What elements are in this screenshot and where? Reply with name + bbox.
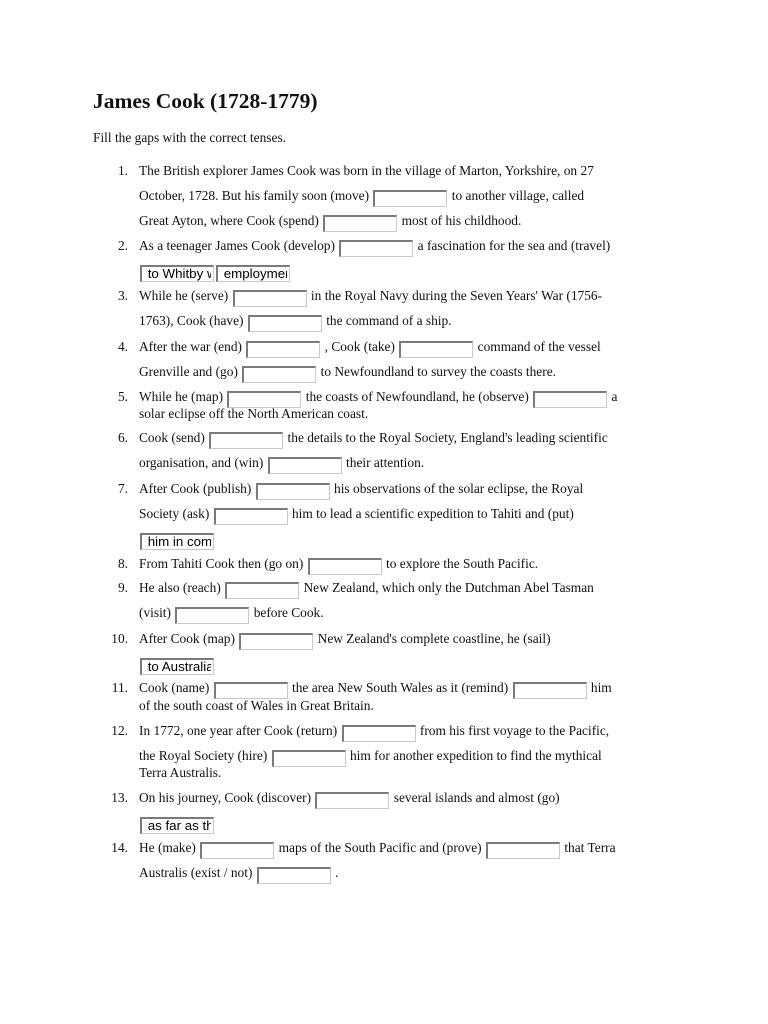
item-text: Society (ask): [139, 506, 213, 521]
item-line: [139, 504, 574, 525]
answer-gap-input[interactable]: [257, 867, 331, 884]
item-text: command of the vessel: [474, 339, 601, 354]
item-line: [139, 788, 560, 809]
item-line: [139, 629, 551, 650]
item-line: [139, 161, 594, 181]
answer-gap-input[interactable]: [308, 558, 382, 575]
item-text: several islands and almost (go): [390, 790, 560, 805]
item-line: [139, 186, 584, 207]
item-line: [139, 654, 215, 675]
item-line: [139, 578, 594, 599]
item-number: 1.: [117, 163, 128, 178]
answer-gap-input[interactable]: [399, 341, 473, 358]
item-number: 5.: [117, 389, 128, 404]
item-line: [139, 337, 601, 358]
answer-gap-input[interactable]: [315, 792, 389, 809]
item-line: [139, 404, 368, 424]
item-line: [139, 428, 608, 449]
answer-gap-input[interactable]: [216, 265, 290, 282]
answer-gap-input[interactable]: [239, 633, 313, 650]
item-number: 14.: [111, 840, 128, 855]
item-text: (visit): [139, 605, 175, 620]
item-text: Great Ayton, where Cook (spend): [139, 213, 323, 228]
page-title: James Cook (1728-1779): [93, 89, 318, 113]
item-line: [139, 813, 215, 834]
item-text: of the south coast of Wales in Great Britain.: [139, 698, 374, 713]
item-line: [139, 211, 521, 232]
item-text: He (make): [139, 840, 200, 855]
item-number: 7.: [117, 481, 128, 496]
answer-gap-input[interactable]: [256, 483, 330, 500]
item-text: from his first voyage to the Pacific,: [416, 723, 610, 738]
answer-gap-input[interactable]: [513, 682, 587, 699]
item-text: .: [331, 865, 339, 880]
item-text: him for another expedition to find the mythical: [346, 748, 602, 763]
item-text: Terra Australis.: [139, 765, 222, 780]
answer-gap-input[interactable]: [323, 215, 397, 232]
answer-gap-input[interactable]: [533, 391, 607, 408]
item-text: New Zealand's complete coastline, he (sail): [314, 631, 551, 646]
answer-gap-input[interactable]: [140, 817, 214, 834]
answer-gap-input[interactable]: [248, 315, 322, 332]
item-line: [139, 453, 424, 474]
item-text: He also (reach): [139, 580, 225, 595]
item-line: [139, 603, 324, 624]
item-text: Grenville and (go): [139, 364, 242, 379]
item-text: After Cook (publish): [139, 481, 255, 496]
item-text: The British explorer James Cook was born in the village of Marton, Yorkshire, on 27: [139, 163, 594, 178]
answer-gap-input[interactable]: [342, 725, 416, 742]
item-line: [139, 529, 215, 550]
item-line: [139, 311, 452, 332]
item-text: While he (serve): [139, 288, 232, 303]
answer-gap-input[interactable]: [486, 842, 560, 859]
answer-gap-input[interactable]: [175, 607, 249, 624]
item-text: in the Royal Navy during the Seven Years' War (1756-: [307, 288, 603, 303]
item-text: him: [587, 680, 612, 695]
answer-gap-input[interactable]: [242, 366, 316, 383]
item-text: maps of the South Pacific and (prove): [275, 840, 485, 855]
answer-gap-input[interactable]: [373, 190, 447, 207]
answer-gap-input[interactable]: [200, 842, 274, 859]
item-text: , Cook (take): [321, 339, 399, 354]
item-text: While he (map): [139, 389, 227, 404]
item-text: Cook (send): [139, 430, 209, 445]
answer-gap-input[interactable]: [246, 341, 320, 358]
answer-gap-input[interactable]: [339, 240, 413, 257]
answer-gap-input[interactable]: [140, 265, 214, 282]
item-text: organisation, and (win): [139, 455, 267, 470]
item-text: the command of a ship.: [322, 313, 452, 328]
item-text: to explore the South Pacific.: [382, 556, 539, 571]
item-text: After Cook (map): [139, 631, 239, 646]
item-number: 3.: [117, 288, 128, 303]
item-line: [139, 863, 339, 884]
item-text: to Newfoundland to survey the coasts there.: [317, 364, 557, 379]
item-number: 4.: [117, 339, 128, 354]
item-text: New Zealand, which only the Dutchman Abel Tasman: [300, 580, 594, 595]
item-text: Australis (exist / not): [139, 865, 256, 880]
item-text: solar eclipse off the North American coast.: [139, 406, 369, 421]
item-text: a fascination for the sea and (travel): [414, 238, 611, 253]
item-line: [139, 554, 538, 575]
item-line: [139, 479, 583, 500]
item-number: 11.: [111, 680, 128, 695]
item-text: their attention.: [342, 455, 425, 470]
item-text: the Royal Society (hire): [139, 748, 271, 763]
item-text: From Tahiti Cook then (go on): [139, 556, 307, 571]
item-line: [139, 286, 602, 307]
item-text: the coasts of Newfoundland, he (observe): [302, 389, 533, 404]
answer-gap-input[interactable]: [233, 290, 307, 307]
item-text: After the war (end): [139, 339, 246, 354]
item-number: 10.: [111, 631, 128, 646]
item-text: In 1772, one year after Cook (return): [139, 723, 341, 738]
item-text: October, 1728. But his family soon (move): [139, 188, 373, 203]
answer-gap-input[interactable]: [140, 533, 214, 550]
answer-gap-input[interactable]: [214, 508, 288, 525]
item-line: [139, 236, 610, 257]
item-text: his observations of the solar eclipse, the Royal: [330, 481, 584, 496]
answer-gap-input[interactable]: [140, 658, 214, 675]
item-text: that Terra: [560, 840, 616, 855]
item-line: [139, 721, 609, 742]
answer-gap-input[interactable]: [268, 457, 342, 474]
item-text: before Cook.: [250, 605, 324, 620]
item-number: 8.: [117, 556, 128, 571]
item-line: [139, 696, 374, 716]
instructions: Fill the gaps with the correct tenses.: [93, 130, 287, 145]
item-text: the details to the Royal Society, England's leading scientific: [284, 430, 608, 445]
item-text: On his journey, Cook (discover): [139, 790, 315, 805]
item-text: As a teenager James Cook (develop): [139, 238, 339, 253]
answer-gap-input[interactable]: [225, 582, 299, 599]
item-number: 12.: [111, 723, 128, 738]
item-text: most of his childhood.: [398, 213, 522, 228]
item-line: [139, 261, 291, 282]
item-number: 9.: [117, 580, 128, 595]
item-line: [139, 362, 556, 383]
item-number: 6.: [117, 430, 128, 445]
item-number: 13.: [111, 790, 128, 805]
answer-gap-input[interactable]: [209, 432, 283, 449]
item-text: to another village, called: [448, 188, 585, 203]
answer-gap-input[interactable]: [272, 750, 346, 767]
item-text: a: [608, 389, 618, 404]
item-number: 2.: [117, 238, 128, 253]
item-text: him to lead a scientific expedition to Tahiti and (put): [288, 506, 574, 521]
item-text: Cook (name): [139, 680, 213, 695]
item-line: [139, 763, 221, 783]
item-line: [139, 838, 616, 859]
item-text: 1763), Cook (have): [139, 313, 247, 328]
item-text: the area New South Wales as it (remind): [288, 680, 512, 695]
